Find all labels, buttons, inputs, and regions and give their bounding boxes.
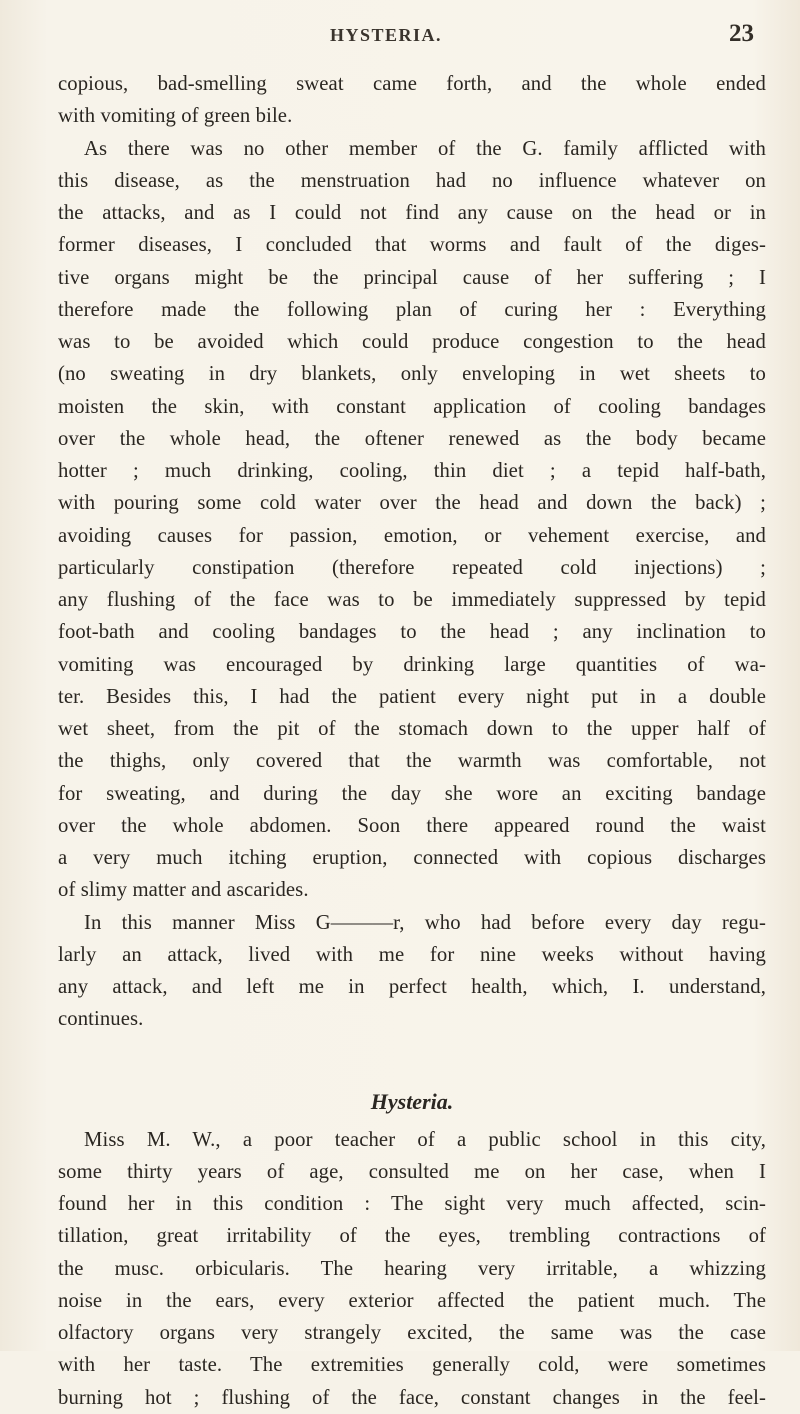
text-line: over the whole abdomen. Soon there appeared round the waist: [58, 814, 766, 837]
text-line: tillation, great irritability of the eyes, trembling contractions of: [58, 1225, 766, 1248]
text-line: former diseases, I concluded that worms and fault of the diges-: [58, 234, 766, 257]
text-line: hotter ; much drinking, cooling, thin diet ; a tepid half-bath,: [58, 460, 766, 482]
text-line: As there was no other member of the G. family afflicted with: [84, 137, 766, 160]
text-line: vomiting was encouraged by drinking large quantities of wa-: [58, 653, 766, 676]
text-line: olfactory organs very strangely excited, the same was the case: [58, 1322, 766, 1344]
text-line: Miss M. W., a poor teacher of a public school in this city,: [84, 1128, 766, 1151]
text-line: foot-bath and cooling bandages to the head ; any inclination to: [58, 621, 766, 644]
text-line: with pouring some cold water over the head and down the back) ;: [58, 492, 766, 515]
text-line: therefore made the following plan of curing her : Everything: [58, 298, 766, 321]
text-line: with vomiting of green bile.: [58, 105, 293, 128]
text-line: particularly constipation (therefore repeated cold injections) ;: [58, 556, 766, 579]
text-line: the thighs, only covered that the warmth was comfortable, not: [58, 750, 766, 773]
text-line: of slimy matter and ascarides.: [58, 879, 309, 902]
text-line: (no sweating in dry blankets, only enveloping in wet sheets to: [58, 363, 766, 386]
text-line: ter. Besides this, I had the patient every night put in a double: [58, 685, 766, 708]
text-line: for sweating, and during the day she wore an exciting bandage: [58, 782, 766, 805]
text-line: copious, bad-smelling sweat came forth, and the whole ended: [58, 73, 766, 95]
running-head: [0, 20, 800, 50]
text-line: the musc. orbicularis. The hearing very irritable, a whizzing: [58, 1257, 766, 1280]
text-line: over the whole head, the oftener renewed as the body became: [58, 427, 766, 450]
text-line: wet sheet, from the pit of the stomach down to the upper half of: [58, 718, 766, 740]
text-line: the attacks, and as I could not find any cause on the head or in: [58, 202, 766, 224]
section-spacer: [58, 1036, 766, 1080]
text-line: noise in the ears, every exterior affected the patient much. The: [58, 1289, 766, 1312]
text-line: moisten the skin, with constant application of cooling bandages: [58, 395, 766, 418]
body-text: [58, 68, 766, 1414]
text-line: some thirty years of age, consulted me on her case, when I: [58, 1160, 766, 1183]
text-line: tive organs might be the principal cause of her suffering ; I: [58, 266, 766, 289]
text-line: any flushing of the face was to be immediately suppressed by tepid: [58, 589, 766, 611]
text-line: with her taste. The extremities generally cold, were sometimes: [58, 1354, 766, 1377]
text-line: found her in this condition : The sight very much affected, scin-: [58, 1193, 766, 1215]
text-line: larly an attack, lived with me for nine weeks without having: [58, 943, 766, 966]
text-line: any attack, and left me in perfect health, which, I. understand,: [58, 976, 766, 998]
text-line: this disease, as the menstruation had no influence whatever on: [58, 169, 766, 192]
running-title: HYSTERIA.: [330, 25, 443, 45]
text-line: was to be avoided which could produce congestion to the head: [58, 331, 766, 353]
text-line: In this manner Miss G———r, who had before every day regu-: [84, 911, 766, 934]
text-line: avoiding causes for passion, emotion, or vehement exercise, and: [58, 524, 766, 547]
page-number: 23: [729, 20, 754, 47]
text-line: burning hot ; flushing of the face, constant changes in the feel-: [58, 1386, 766, 1409]
text-line: continues.: [58, 1008, 144, 1031]
section-heading: Hysteria.: [370, 1088, 454, 1114]
text-line: a very much itching eruption, connected with copious discharges: [58, 847, 766, 869]
